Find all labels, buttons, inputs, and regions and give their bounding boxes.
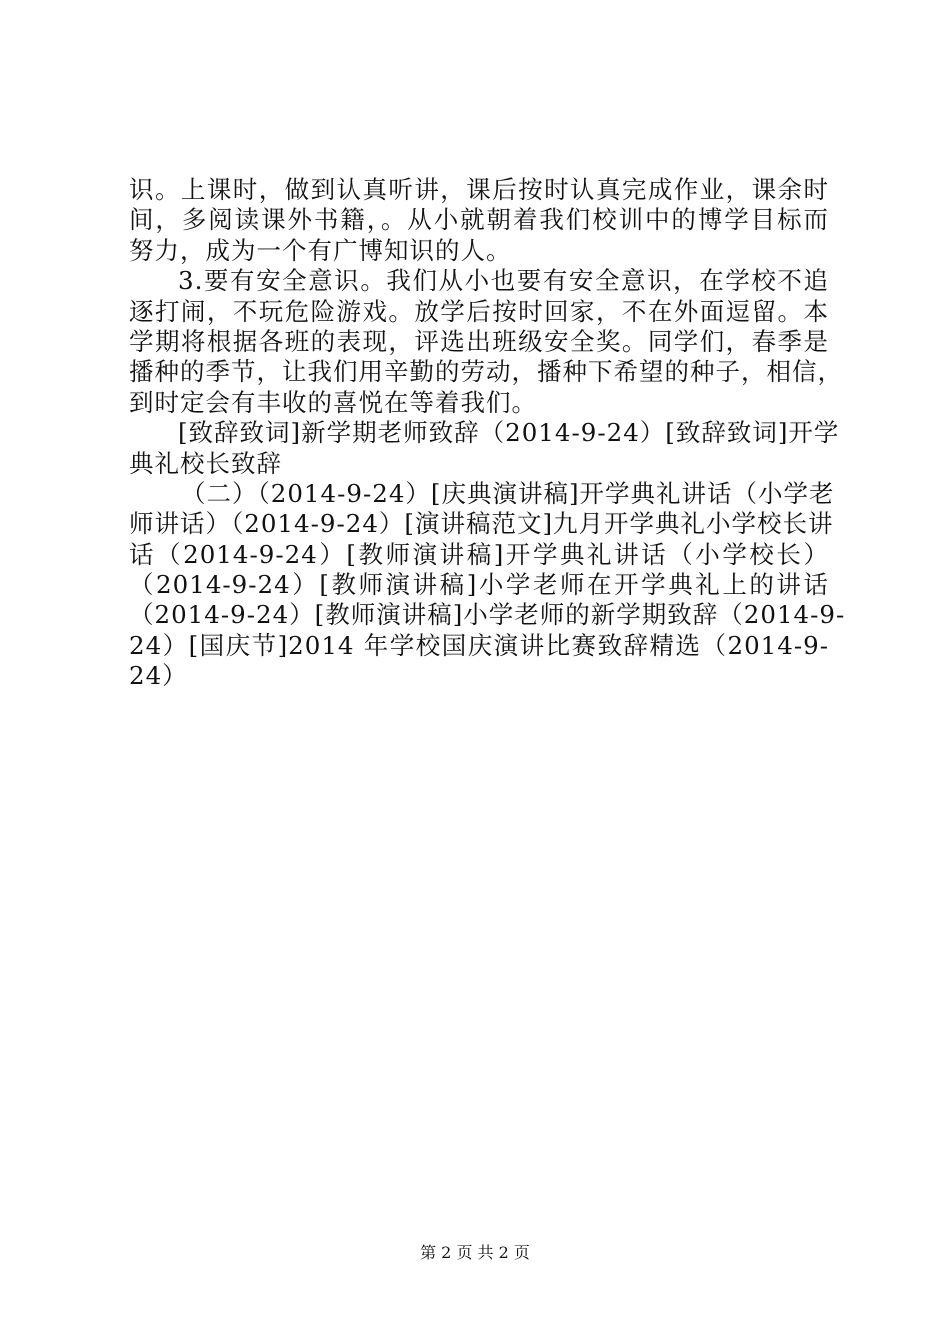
document-body bbox=[129, 175, 846, 692]
text-line: 典礼校长致辞 bbox=[129, 448, 282, 478]
text-line: 师讲话）（2014-9-24）[演讲稿范文]九月开学典礼小学校长讲 bbox=[129, 509, 834, 539]
text-line: 间，多阅读课外书籍，。从小就朝着我们校训中的博学目标而 bbox=[129, 205, 829, 235]
text-line: 学期将根据各班的表现，评选出班级安全奖。同学们，春季是 bbox=[129, 326, 829, 356]
text-line: 到时定会有丰收的喜悦在等着我们。 bbox=[129, 387, 537, 417]
text-line: （二）（2014-9-24）[庆典演讲稿]开学典礼讲话（小学老 bbox=[181, 478, 835, 508]
page-number-footer: 第 2 页 共 2 页 bbox=[420, 1243, 530, 1262]
text-line: 24） bbox=[129, 661, 188, 691]
text-line: （2014-9-24）[教师演讲稿]小学老师在开学典礼上的讲话 bbox=[129, 570, 829, 600]
text-line: 话（2014-9-24）[教师演讲稿]开学典礼讲话（小学校长） bbox=[129, 539, 829, 569]
text-line: 24）[国庆节]2014 年学校国庆演讲比赛致辞精选（2014-9- bbox=[129, 630, 829, 660]
text-line: 播种的季节，让我们用辛勤的劳动，播种下希望的种子，相信， bbox=[129, 357, 843, 387]
text-line: 努力，成为一个有广博知识的人。 bbox=[129, 235, 512, 265]
text-line: 识。上课时，做到认真听讲，课后按时认真完成作业，课余时 bbox=[129, 175, 829, 204]
text-line: 逐打闹，不玩危险游戏。放学后按时回家，不在外面逗留。本 bbox=[129, 296, 829, 326]
text-line: 3.要有安全意识。我们从小也要有安全意识，在学校不追 bbox=[178, 266, 829, 296]
text-line: [致辞致词]新学期老师致辞（2014-9-24）[致辞致词]开学 bbox=[178, 418, 840, 448]
text-line: （2014-9-24）[教师演讲稿]小学老师的新学期致辞（2014-9- bbox=[129, 600, 846, 630]
